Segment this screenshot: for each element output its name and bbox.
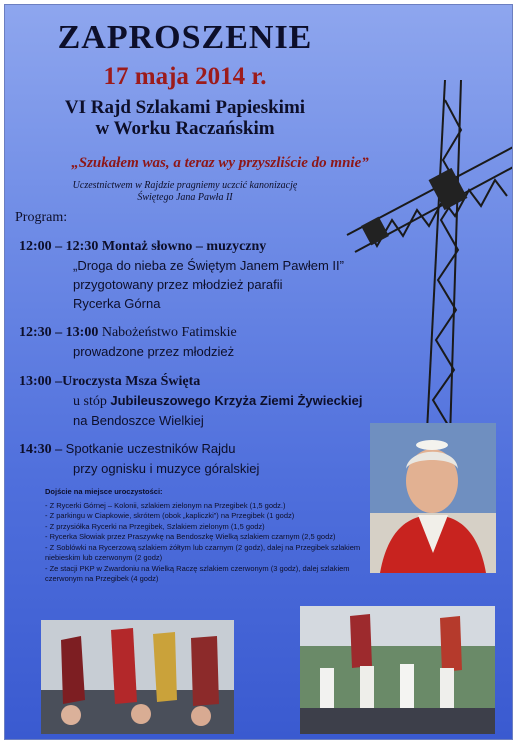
procession-photo bbox=[41, 620, 234, 734]
program-item: 14:30 – Spotkanie uczestników Rajdu przy ognisku i muzyce góralskiej bbox=[19, 441, 260, 476]
pope-portrait-photo bbox=[370, 423, 496, 573]
direction-item: - Z Soblówki na Rycerzową szlakiem żółtym lub czarnym (2 godz), dalej na Przegibek szlakiem niebieskim lub czerwonym (2 godz) bbox=[45, 542, 361, 562]
direction-item: - Z Rycerki Górnej – Kolonii, szlakiem zielonym na Przegibek (1,5 godz.) bbox=[45, 500, 286, 510]
poster-title: ZAPROSZENIE bbox=[57, 19, 313, 56]
invitation-poster bbox=[4, 4, 513, 740]
direction-item: - Z przysiółka Rycerki na Przegibek, Szlakiem zielonym (1,5 godz) bbox=[45, 521, 265, 531]
program-item: 13:00 –Uroczysta Msza Święta u stóp Jubileuszowego Krzyża Ziemi Żywieckiej na Bendoszce Wielkiej bbox=[19, 374, 363, 428]
program-label: Program: bbox=[15, 210, 68, 225]
direction-item: - Z parkingu w Ciapkowie, skrótem (obok „kapliczki”) na Przegibek (1 godz) bbox=[45, 511, 295, 520]
intro-text: Uczestnictwem w Rajdzie pragniemy uczcić kanonizację Świętego Jana Pawła II bbox=[72, 180, 298, 203]
directions: Dojście na miejsce uroczystości: - Z Rycerki Górnej – Kolonii, szlakiem zielonym na Przegibek (1,5 godz.) - Z parkingu w Ciapkowie, skrótem (obok „kapliczki”) na Przegibek (1 godz) - Z przysiółka Rycerki na Przegibek, Szlakiem zielonym (1,5 godz) - Rycerka Słowiak przez Praszywkę na Bendoszkę Wielką szlakiem czarnym (2,5 godz) - Z Soblówki na Rycerzową szlakiem żółtym lub czarnym (2 godz), dalej na Przegibek szlakiem niebieskim lub czerwonym (2 godz) - Ze stacji PKP w Zwardoniu na Wielką Raczę szlakiem czerwonym (3 godz), dalej szlakiem czerwonym na Przegibek (4 godz) bbox=[45, 487, 375, 585]
event-name: VI Rajd Szlakami Papieskimi w Worku Raczańskim bbox=[64, 97, 306, 139]
program-item: 12:00 – 12:30 Montaż słowno – muzyczny „Droga do nieba ze Świętym Janem Pawłem II” przygotowany przez młodzież parafii Rycerka Górna bbox=[19, 239, 344, 311]
quote: „Szukałem was, a teraz wy przyszliście do mnie” bbox=[71, 155, 369, 171]
event-date: 17 maja 2014 r. bbox=[103, 63, 267, 90]
direction-item: - Ze stacji PKP w Zwardoniu na Wielką Raczę szlakiem czerwonym (3 godz), dalej szlakiem czerwonym na Przegibek (4 godz) bbox=[45, 563, 350, 583]
program-item: 12:30 – 13:00 Nabożeństwo Fatimskie prowadzone przez młodzież bbox=[19, 325, 237, 359]
mass-photo bbox=[300, 606, 495, 734]
direction-item: - Rycerka Słowiak przez Praszywkę na Bendoszkę Wielką szlakiem czarnym (2,5 godz) bbox=[45, 532, 336, 541]
